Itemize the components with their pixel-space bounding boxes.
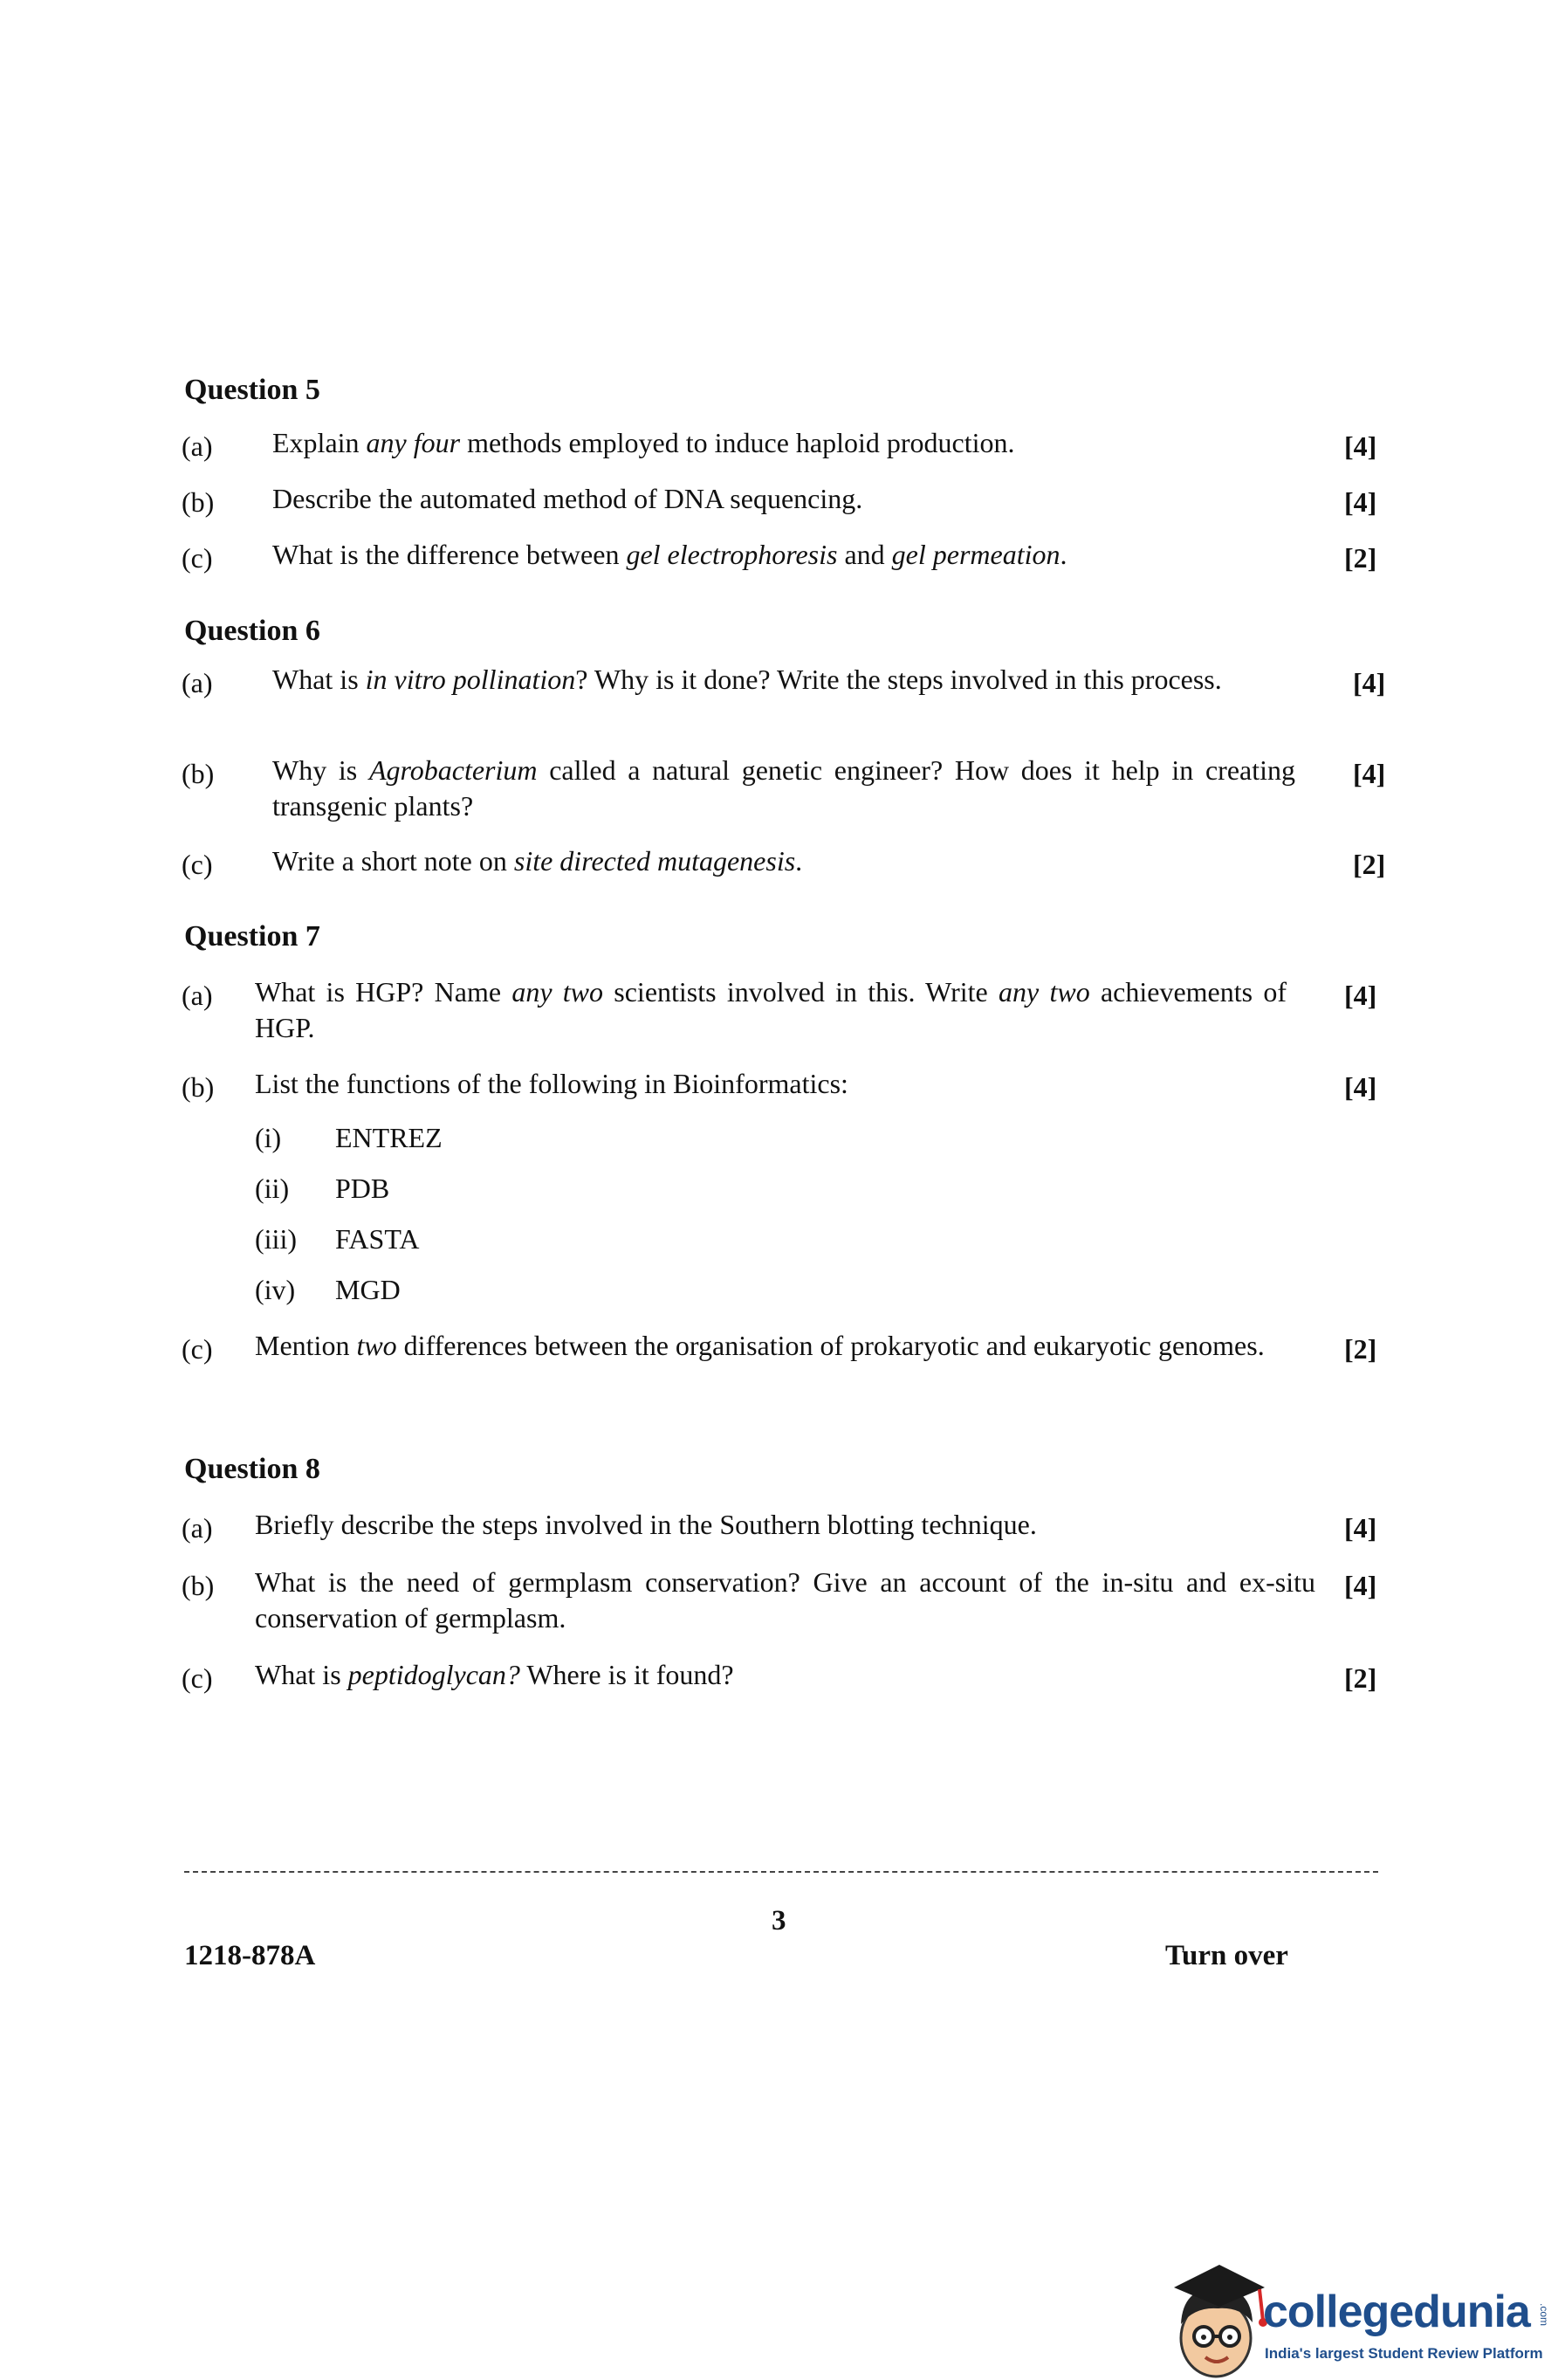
q8c-label: (c) (182, 1662, 213, 1694)
q6b-text: Why is Agrobacterium called a natural genetic engineer? How does it help in creating transgenic plants? (272, 754, 1296, 822)
q5c-text: What is the difference between gel electrophoresis and gel permeation. (272, 539, 1067, 570)
q7a-marks: [4] (1344, 980, 1377, 1011)
q7b-item-num: (iv) (255, 1274, 296, 1305)
brand-name: collegedunia (1263, 2287, 1530, 2337)
q5a-label: (a) (182, 430, 213, 462)
q7b-item-num: (i) (255, 1122, 282, 1153)
q8a-label: (a) (182, 1512, 213, 1544)
q7c-label: (c) (182, 1333, 213, 1365)
mascot-icon (1156, 2253, 1279, 2380)
q6c-text: Write a short note on site directed mutagenesis. (272, 845, 803, 877)
q6a-label: (a) (182, 667, 213, 698)
q6b-label: (b) (182, 758, 215, 789)
q5b-label: (b) (182, 486, 215, 518)
q7b-marks: [4] (1344, 1071, 1377, 1103)
q5b-text: Describe the automated method of DNA sequencing. (272, 483, 863, 514)
q8a-marks: [4] (1344, 1512, 1377, 1544)
q7b-item-text: FASTA (335, 1223, 420, 1255)
paper-code: 1218-878A (184, 1940, 316, 1971)
q6a-text: What is in vitro pollination? Why is it done? Write the steps involved in this process. (272, 664, 1222, 695)
q5c-label: (c) (182, 542, 213, 574)
q8c-marks: [2] (1344, 1662, 1377, 1694)
question-7-title: Question 7 (184, 920, 320, 953)
page-number: 3 (772, 1905, 786, 1936)
q8b-marks: [4] (1344, 1570, 1377, 1601)
q8b-label: (b) (182, 1570, 215, 1601)
question-8-title: Question 8 (184, 1453, 320, 1485)
q7a-label: (a) (182, 980, 213, 1011)
q7b-item-text: ENTREZ (335, 1122, 443, 1153)
q8c-text: What is peptidoglycan? Where is it found? (255, 1659, 734, 1690)
q5a-marks: [4] (1344, 430, 1377, 462)
q7b-text: List the functions of the following in Bioinformatics: (255, 1068, 848, 1099)
collegedunia-logo (1156, 2253, 1558, 2380)
brand-tld: .com (1538, 2303, 1550, 2327)
q6c-label: (c) (182, 849, 213, 880)
footer-divider (184, 1871, 1378, 1873)
q7b-item-text: MGD (335, 1274, 401, 1305)
q8b-text: What is the need of germplasm conservation? Give an account of the in-situ and ex-situ conservation of germplasm. (255, 1566, 1315, 1634)
question-6-title: Question 6 (184, 615, 320, 647)
q7a-text: What is HGP? Name any two scientists involved in this. Write any two achievements of HGP. (255, 976, 1287, 1043)
q7c-text: Mention two differences between the organisation of prokaryotic and eukaryotic genomes. (255, 1330, 1265, 1361)
q7b-item-text: PDB (335, 1173, 390, 1204)
q6b-marks: [4] (1353, 758, 1386, 789)
q7b-item-num: (ii) (255, 1173, 290, 1204)
q7b-label: (b) (182, 1071, 215, 1103)
brand-tagline: India's largest Student Review Platform (1265, 2345, 1543, 2362)
q5b-marks: [4] (1344, 486, 1377, 518)
q5a-text: Explain any four methods employed to induce haploid production. (272, 427, 1015, 458)
q5c-marks: [2] (1344, 542, 1377, 574)
q7b-item-num: (iii) (255, 1223, 297, 1255)
q8a-text: Briefly describe the steps involved in the Southern blotting technique. (255, 1509, 1037, 1540)
q6c-marks: [2] (1353, 849, 1386, 880)
question-5-title: Question 5 (184, 374, 320, 406)
q6a-marks: [4] (1353, 667, 1386, 698)
turn-over: Turn over (1165, 1940, 1288, 1971)
q7c-marks: [2] (1344, 1333, 1377, 1365)
